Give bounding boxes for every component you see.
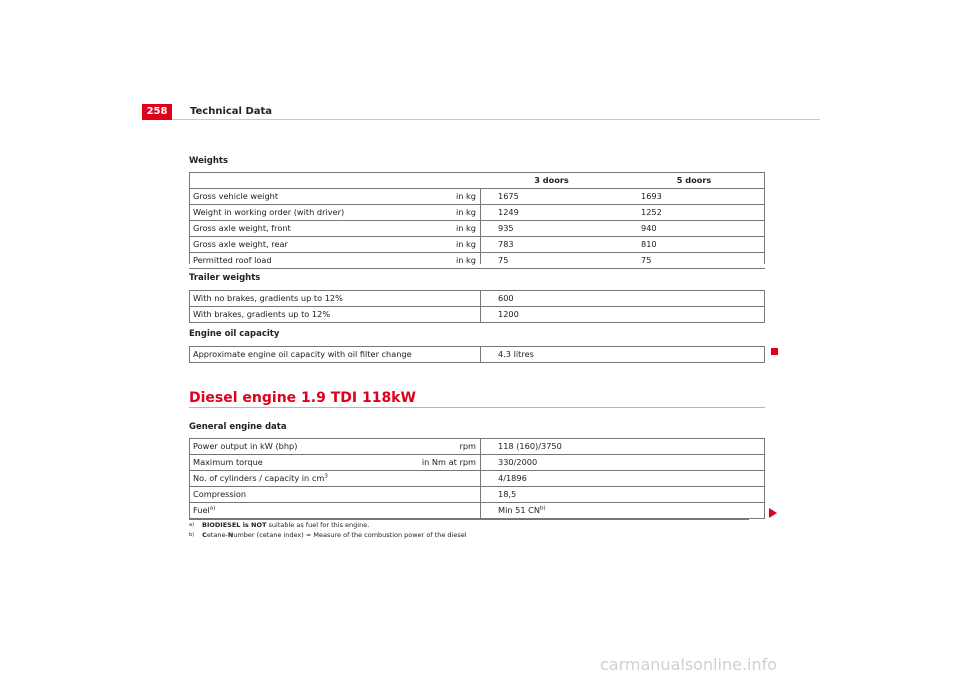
row-value-3doors: 75 <box>480 253 623 269</box>
table-row <box>189 503 765 519</box>
row-value-cell <box>480 503 765 519</box>
table-row <box>189 347 765 363</box>
table-row <box>189 253 765 269</box>
header-rule <box>172 119 820 120</box>
table-row <box>189 307 765 323</box>
weights-header-5doors: 5 doors <box>623 173 765 189</box>
row-label-cell <box>189 503 480 519</box>
row-unit: in kg <box>455 255 476 265</box>
oil-title: Engine oil capacity <box>189 329 280 339</box>
table-row <box>189 291 765 307</box>
watermark: carmanualsonline.info <box>600 655 778 674</box>
row-label: Gross axle weight, front <box>193 223 291 233</box>
diesel-title-rule <box>189 407 765 408</box>
weights-table <box>189 172 765 269</box>
row-label-cell <box>189 221 480 237</box>
row-label: Compression <box>189 487 480 503</box>
row-label-cell <box>189 253 480 269</box>
row-label-cell <box>189 439 480 455</box>
footnote-text: etane- <box>206 531 228 539</box>
footnote-bold: BIODIESEL is NOT <box>202 521 267 529</box>
general-engine-data-title: General engine data <box>189 422 287 432</box>
engine-data-column-divider <box>480 438 481 518</box>
row-value: 600 <box>480 291 765 307</box>
row-label-superscript: 3 <box>324 473 328 480</box>
row-value-5doors: 810 <box>623 237 765 253</box>
oil-column-divider <box>480 346 481 362</box>
table-row <box>189 205 765 221</box>
row-value: 4/1896 <box>480 471 765 487</box>
row-label-cell <box>189 471 480 487</box>
footnote-text: suitable as fuel for this engine. <box>266 521 370 529</box>
weights-column-divider <box>480 188 481 264</box>
row-label: No. of cylinders / capacity in cm <box>193 473 325 483</box>
table-row <box>189 221 765 237</box>
row-label: Gross axle weight, rear <box>193 239 288 249</box>
row-label: With no brakes, gradients up to 12% <box>189 291 480 307</box>
page-number: 258 <box>142 104 172 120</box>
row-label: With brakes, gradients up to 12% <box>189 307 480 323</box>
footnote-a <box>189 520 749 530</box>
row-label-cell <box>189 237 480 253</box>
footnote-text: umber (cetane index) = Measure of the combustion power of the diesel <box>233 531 467 539</box>
row-value-3doors: 935 <box>480 221 623 237</box>
row-unit: in Nm at rpm <box>421 457 476 467</box>
row-value-5doors: 1252 <box>623 205 765 221</box>
table-row <box>189 237 765 253</box>
table-row <box>189 189 765 205</box>
footnote-ref: b) <box>540 505 546 512</box>
row-value: 4.3 litres <box>480 347 765 363</box>
engine-data-table <box>189 438 765 519</box>
row-label: Weight in working order (with driver) <box>193 207 345 217</box>
row-value-5doors: 940 <box>623 221 765 237</box>
row-value-3doors: 1675 <box>480 189 623 205</box>
page-header-title: Technical Data <box>190 106 273 117</box>
footnote-bold: C <box>202 531 207 539</box>
footnote-bold: N <box>227 531 234 539</box>
continue-arrow-icon <box>769 508 777 518</box>
footnote-marker: a) <box>189 522 195 528</box>
row-label: Approximate engine oil capacity with oil filter change <box>189 347 480 363</box>
row-unit: in kg <box>455 207 476 217</box>
weights-header-row <box>189 173 765 189</box>
footnote-marker: b) <box>189 532 195 538</box>
trailer-column-divider <box>480 290 481 322</box>
table-row <box>189 439 765 455</box>
row-label: Permitted roof load <box>193 255 272 265</box>
footnote-ref: a) <box>209 505 216 512</box>
row-unit: in kg <box>455 191 476 201</box>
row-label-cell <box>189 205 480 221</box>
row-label: Power output in kW (bhp) <box>193 441 298 451</box>
footnote-b <box>189 530 749 540</box>
row-label: Fuel <box>193 505 210 515</box>
section-end-square-icon <box>771 348 778 355</box>
row-unit: rpm <box>459 441 476 451</box>
row-label-cell <box>189 455 480 471</box>
weights-header-3doors: 3 doors <box>480 173 623 189</box>
table-row <box>189 455 765 471</box>
footnotes <box>189 519 749 540</box>
trailer-table <box>189 290 765 323</box>
row-value: Min 51 CN <box>498 505 540 515</box>
row-value: 118 (160)/3750 <box>480 439 765 455</box>
row-unit: in kg <box>455 239 476 249</box>
row-value: 18,5 <box>480 487 765 503</box>
row-value-5doors: 75 <box>623 253 765 269</box>
row-value-5doors: 1693 <box>623 189 765 205</box>
trailer-title: Trailer weights <box>189 273 261 283</box>
row-value-3doors: 783 <box>480 237 623 253</box>
diesel-engine-title: Diesel engine 1.9 TDI 118kW <box>189 390 416 406</box>
table-row <box>189 471 765 487</box>
weights-header-empty <box>189 173 480 189</box>
row-value: 330/2000 <box>480 455 765 471</box>
oil-table <box>189 346 765 363</box>
row-label: Maximum torque <box>193 457 263 467</box>
row-unit: in kg <box>455 223 476 233</box>
table-row <box>189 487 765 503</box>
row-value-3doors: 1249 <box>480 205 623 221</box>
row-value: 1200 <box>480 307 765 323</box>
row-label: Gross vehicle weight <box>193 191 279 201</box>
weights-title: Weights <box>189 156 229 166</box>
row-label-cell <box>189 189 480 205</box>
